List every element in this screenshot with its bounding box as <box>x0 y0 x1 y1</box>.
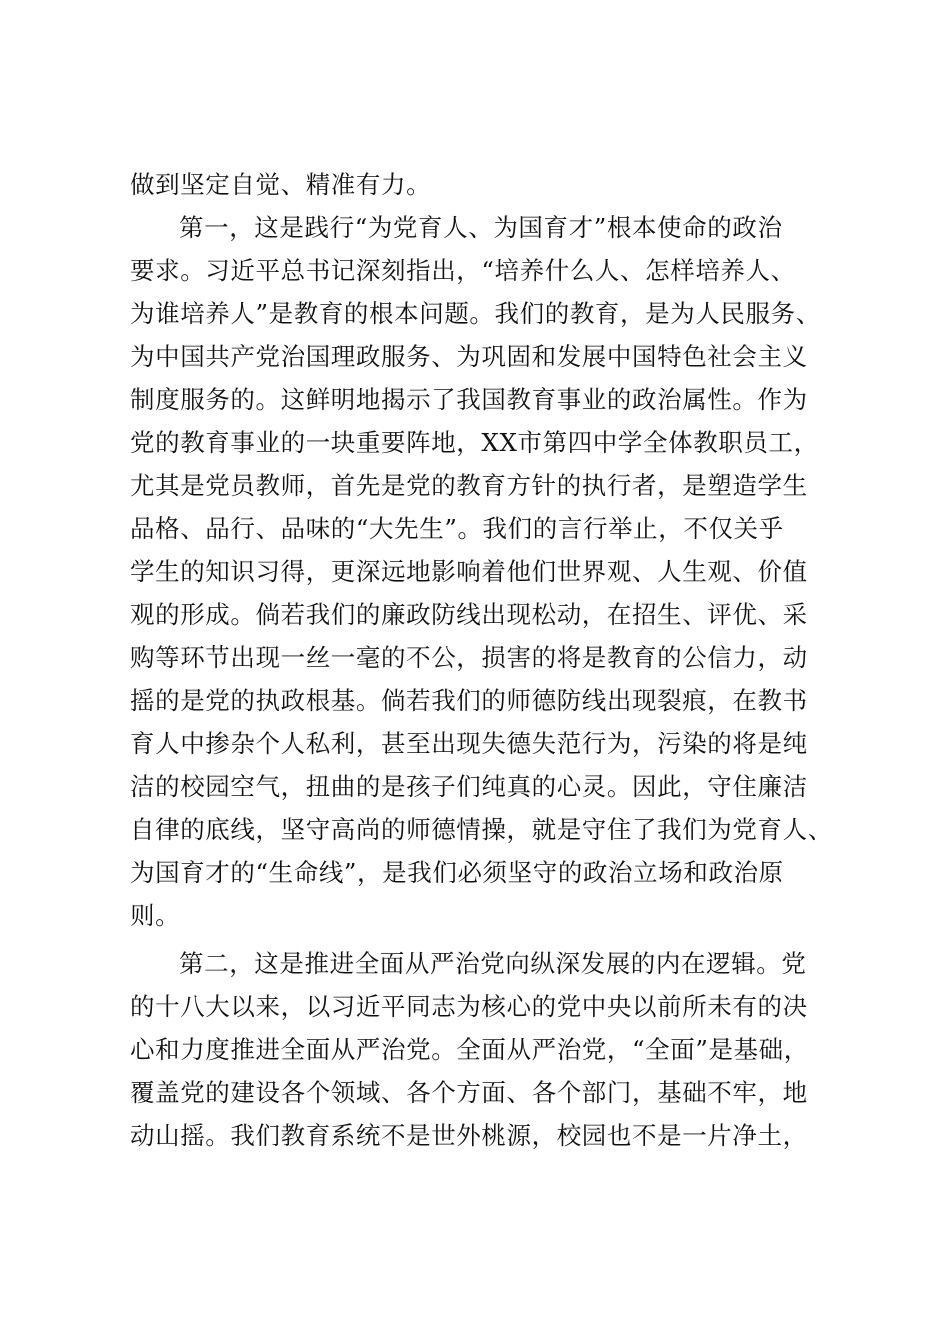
text-line: 为谁培养人”是教育的根本问题。我们的教育，是为人民服务、 <box>130 299 821 328</box>
text-line: 覆盖党的建设各个领域、各个方面、各个部门，基础不牢，地 <box>130 1078 808 1107</box>
text-line: 自律的底线，坚守高尚的师德情操，就是守住了我们为党育人、 <box>130 815 833 844</box>
text-line: 的十八大以来，以习近平同志为核心的党中央以前所未有的决 <box>130 992 808 1021</box>
text-line: 育人中掺杂个人私利，甚至出现失德失范行为，污染的将是纯 <box>130 729 808 758</box>
paragraph-2-first-line: 第二，这是推进全面从严治党向纵深发展的内在逻辑。党 <box>179 949 807 978</box>
text-line: 则。 <box>130 901 181 930</box>
text-line: 为国育才的“生命线”，是我们必须坚守的政治立场和政治原 <box>130 858 784 887</box>
paragraph-1-first-line: 第一，这是践行“为党育人、为国育才”根本使命的政治 <box>179 213 783 242</box>
text-line: 学生的知识习得，更深远地影响着他们世界观、人生观、价值 <box>130 557 808 586</box>
text-line: 摇的是党的执政根基。倘若我们的师德防线出现裂痕，在教书 <box>130 686 808 715</box>
text-line: 观的形成。倘若我们的廉政防线出现松动，在招生、评优、采 <box>130 600 808 629</box>
text-line: 要求。习近平总书记深刻指出，“培养什么人、怎样培养人、 <box>130 256 796 285</box>
text-line: 做到坚定自觉、精准有力。 <box>130 170 432 199</box>
text-line: 党的教育事业的一块重要阵地，XX市第四中学全体教职员工， <box>130 428 819 457</box>
text-line: 为中国共产党治国理政服务、为巩固和发展中国特色社会主义 <box>130 342 808 371</box>
text-line: 购等环节出现一丝一毫的不公，损害的将是教育的公信力，动 <box>130 643 808 672</box>
text-line: 洁的校园空气，扭曲的是孩子们纯真的心灵。因此，守住廉洁 <box>130 772 808 801</box>
text-line: 心和力度推进全面从严治党。全面从严治党，“全面”是基础， <box>130 1035 809 1064</box>
text-line: 制度服务的。这鲜明地揭示了我国教育事业的政治属性。作为 <box>130 385 808 414</box>
text-line: 品格、品行、品味的“大先生”。我们的言行举止，不仅关乎 <box>130 514 784 543</box>
text-line: 尤其是党员教师，首先是党的教育方针的执行者，是塑造学生 <box>130 471 808 500</box>
text-line: 动山摇。我们教育系统不是世外桃源，校园也不是一片净土， <box>130 1121 808 1150</box>
